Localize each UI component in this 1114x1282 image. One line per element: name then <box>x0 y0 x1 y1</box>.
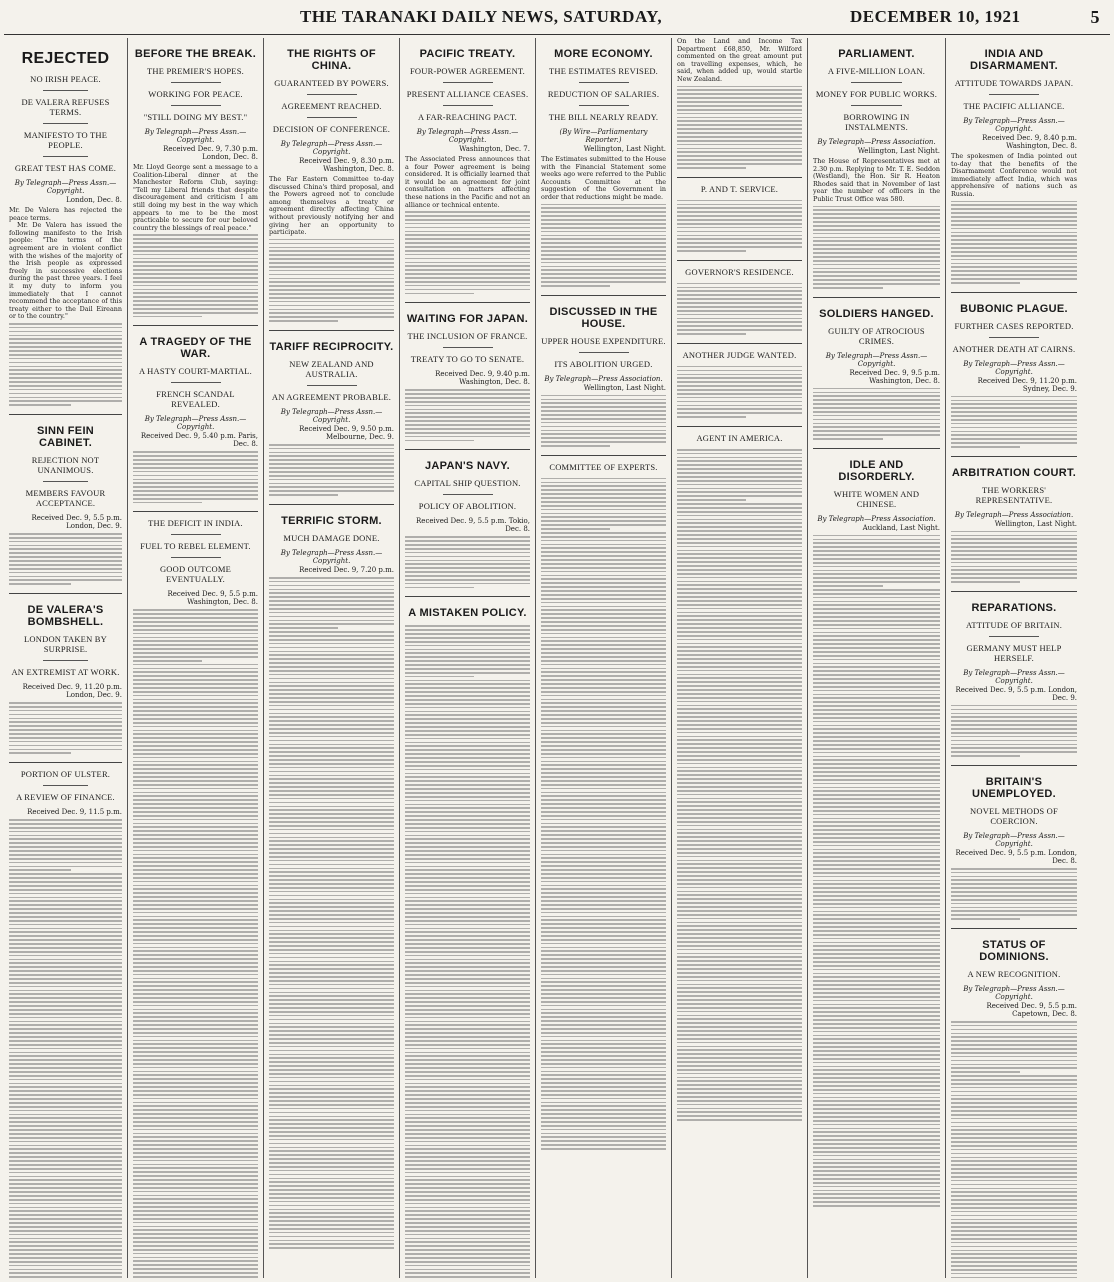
body-text-texture <box>677 503 802 1121</box>
article-subheading: NO IRISH PEACE. <box>30 74 101 84</box>
body-text-texture <box>405 625 530 677</box>
article-dateline: Received Dec. 9, 5.5 p.m. Capetown, Dec. 8. <box>986 1001 1077 1018</box>
subhead-rule <box>989 94 1039 95</box>
article-subheading: MONEY FOR PUBLIC WORKS. <box>815 89 938 99</box>
body-text-texture <box>951 531 1077 583</box>
article-byline: By Telegraph—Press Assn.—Copyright. <box>963 831 1065 848</box>
body-text-texture <box>951 1075 1077 1278</box>
subhead-rule <box>307 117 357 118</box>
article <box>405 449 530 588</box>
article <box>951 928 1077 1073</box>
article-subheading: NEW ZEALAND AND AUSTRALIA. <box>289 358 374 379</box>
article-divider <box>677 177 802 178</box>
article <box>133 325 258 503</box>
columns <box>4 38 1110 1278</box>
article-subheading: WHITE WOMEN AND CHINESE. <box>833 488 920 509</box>
body-text-texture <box>951 1021 1077 1073</box>
subhead-rule <box>443 105 493 106</box>
article-dateline: Received Dec. 9, 9.40 p.m. Washington, Dec. 8. <box>435 370 530 387</box>
column-3 <box>264 38 400 1278</box>
article-subheading: ATTITUDE OF BRITAIN. <box>965 619 1063 630</box>
article <box>951 48 1077 284</box>
body-text-texture <box>133 609 258 661</box>
column-4 <box>400 38 536 1278</box>
article-divider <box>9 762 122 763</box>
article-dateline: Received Dec. 9, 11.5 p.m. <box>27 808 122 817</box>
body-text-texture <box>133 451 258 503</box>
article-byline: By Telegraph—Press Association. <box>954 510 1074 519</box>
article-dateline: Received Dec. 9, 7.30 p.m. London, Dec. 8. <box>163 145 258 161</box>
article <box>541 295 666 447</box>
body-text-texture <box>813 206 940 289</box>
subhead-rule <box>171 382 221 383</box>
body-text-texture <box>133 664 258 1278</box>
masthead-rule <box>4 34 1110 35</box>
subhead-rule <box>579 82 629 83</box>
subhead-rule <box>443 494 493 495</box>
body-text-texture <box>677 283 802 335</box>
column-5 <box>536 38 672 1278</box>
article-headline: TERRIFIC STORM. <box>281 514 382 527</box>
article-paragraph: Mr. Lloyd George sent a message to a Coalition-Liberal dinner at the Manchester Reform Club, saying: "Tell my Liberal friends that despite discouragement and criticism I am still doing my best in the way which appears to me to be the most practicable to secure for our beloved country the blessings of real peace." <box>133 163 258 232</box>
article-dateline: Received Dec. 9, 5.5 p.m. London, Dec. 9. <box>955 685 1077 702</box>
article-subheading: AN EXTREMIST AT WORK. <box>11 667 120 678</box>
article-subheading: P. AND T. SERVICE. <box>700 183 779 194</box>
article-paragraph: The Far Eastern Committee to-day discussed China's third proposal, and the Powers agreed not to conclude among themselves a treaty or agreement directly affecting China without previously notifying her and giving her an opportunity to participate. <box>269 175 394 237</box>
article-subheading: FUEL TO REBEL ELEMENT. <box>140 541 251 552</box>
article-byline: By Telegraph—Press Assn.—Copyright. <box>963 984 1065 1001</box>
article-divider <box>677 260 802 261</box>
article-subheading: THE PACIFIC ALLIANCE. <box>963 101 1065 111</box>
masthead-title: THE TARANAKI DAILY NEWS, SATURDAY, <box>300 7 663 26</box>
article-subheading: THE PREMIER'S HOPES. <box>147 66 244 76</box>
article-subheading: AGENT IN AMERICA. <box>696 432 783 443</box>
article <box>405 48 530 294</box>
article-headline: DISCUSSED IN THE HOUSE. <box>549 305 658 330</box>
article-headline: MORE ECONOMY. <box>554 48 653 60</box>
masthead-date: DECEMBER 10, 1921 <box>850 7 1021 26</box>
subhead-rule <box>43 785 88 786</box>
article <box>269 48 394 322</box>
article-subheading: THE ESTIMATES REVISED. <box>549 66 658 76</box>
subhead-rule <box>307 94 357 95</box>
article <box>677 426 802 501</box>
article <box>951 765 1077 920</box>
article-subheading: GOOD OUTCOME EVENTUALLY. <box>159 564 232 585</box>
article-divider <box>951 292 1077 293</box>
article-byline: By Telegraph—Press Association. <box>544 374 663 383</box>
article-divider <box>951 591 1077 592</box>
column-1 <box>4 38 128 1278</box>
article-divider <box>541 455 666 456</box>
article-paragraph: The Estimates submitted to the House with the Financial Statement some weeks ago were referred to the Public Accounts Committee at the suggestion of the Government in order that reductions might be made. <box>541 155 666 201</box>
article-byline: By Telegraph—Press Assn.—Copyright. <box>963 359 1065 376</box>
article-dateline: Received Dec. 9, 9.50 p.m. Melbourne, Dec. 9. <box>299 424 394 441</box>
body-text-texture <box>541 395 666 447</box>
article-subheading: GERMANY MUST HELP HERSELF. <box>966 642 1062 663</box>
article <box>677 260 802 335</box>
article-headline: IDLE AND DISORDERLY. <box>838 458 915 483</box>
article-subheading: GUILTY OF ATROCIOUS CRIMES. <box>828 325 925 346</box>
body-text-texture <box>9 819 122 871</box>
article-headline: BUBONIC PLAGUE. <box>960 302 1068 315</box>
article-subheading: FURTHER CASES REPORTED. <box>954 320 1074 331</box>
article-byline: By Telegraph—Press Assn.—Copyright. <box>144 415 247 432</box>
subhead-rule <box>171 82 221 83</box>
article-subheading: ITS ABOLITION URGED. <box>554 358 653 369</box>
article-subheading: WORKING FOR PEACE. <box>148 89 243 99</box>
body-text-texture <box>9 702 122 754</box>
article-subheading: FRENCH SCANDAL REVEALED. <box>156 389 235 410</box>
article-subheading: DECISION OF CONFERENCE. <box>272 124 391 134</box>
article-dateline: Received Dec. 9, 11.20 p.m. London, Dec. 9. <box>22 683 122 700</box>
article-divider <box>951 928 1077 929</box>
article-subheading: DE VALERA REFUSES TERMS. <box>21 97 110 117</box>
article-headline: A TRAGEDY OF THE WAR. <box>139 336 252 361</box>
body-text-texture <box>9 873 122 1278</box>
article-headline: PACIFIC TREATY. <box>419 48 516 60</box>
article-divider <box>9 593 122 594</box>
article <box>541 455 666 530</box>
article-subheading: FOUR-POWER AGREEMENT. <box>409 66 525 76</box>
article <box>813 297 940 440</box>
article-paragraph: The spokesmen of India pointed out to-day that the benefits of the Disarmament Conference would not immediately affect India, which was apprehensive of nations such as Russia. <box>951 152 1077 198</box>
article-subheading: PORTION OF ULSTER. <box>20 769 111 780</box>
article-subheading: THE WORKERS' REPRESENTATIVE. <box>975 484 1053 505</box>
article-divider <box>9 414 122 415</box>
subhead-rule <box>989 636 1039 637</box>
body-text-texture <box>405 211 530 294</box>
article-headline: THE RIGHTS OF CHINA. <box>287 48 376 72</box>
article-divider <box>405 449 530 450</box>
body-text-texture <box>269 577 394 629</box>
article <box>677 38 802 169</box>
article <box>9 762 122 871</box>
article-paragraph: Mr. De Valera has issued the following manifesto to the Irish people: "The terms of the agreement are in violent conflict with the wishes of the majority of the Irish people as expressed freely in successive elections during the past three years. I feel it my duty to inform you immediately that I cannot recommend the acceptance of this treaty either to the Dail Eireann or to the country." <box>9 221 122 321</box>
article <box>133 511 258 661</box>
article-headline: REJECTED <box>21 50 110 67</box>
subhead-rule <box>171 534 221 535</box>
body-text-texture <box>677 200 802 252</box>
body-text-texture <box>951 705 1077 757</box>
article-dateline: Received Dec. 9, 8.40 p.m. Washington, Dec. 8. <box>982 134 1077 150</box>
body-text-texture <box>269 631 394 1249</box>
body-text-texture <box>9 323 122 406</box>
article-dateline: Auckland, Last Night. <box>862 523 940 532</box>
article-divider <box>951 456 1077 457</box>
article-subheading: ANOTHER JUDGE WANTED. <box>682 349 797 360</box>
article-subheading: AGREEMENT REACHED. <box>281 101 382 111</box>
article-divider <box>677 426 802 427</box>
article-byline: By Telegraph—Press Association. <box>817 514 936 523</box>
article-divider <box>813 297 940 298</box>
body-text-texture <box>951 201 1077 284</box>
article <box>813 448 940 587</box>
article <box>405 596 530 677</box>
masthead <box>0 0 1114 34</box>
article-headline: SINN FEIN CABINET. <box>36 424 95 449</box>
body-text-texture <box>9 533 122 585</box>
article <box>677 343 802 418</box>
article-headline: BRITAIN'S UNEMPLOYED. <box>972 775 1056 800</box>
subhead-rule <box>43 660 88 661</box>
article-subheading: UPPER HOUSE EXPENDITURE. <box>541 335 666 346</box>
body-text-texture <box>405 536 530 588</box>
article-subheading: POLICY OF ABOLITION. <box>418 501 517 512</box>
article-subheading: GREAT TEST HAS COME. <box>14 163 117 173</box>
article-dateline: Wellington, Last Night. <box>583 145 666 153</box>
article <box>269 330 394 496</box>
article-subheading: "STILL DOING MY BEST." <box>143 112 248 122</box>
article-dateline: London, Dec. 8. <box>66 196 122 204</box>
article <box>9 593 122 754</box>
article-headline: DE VALERA'S BOMBSHELL. <box>27 604 104 629</box>
article-paragraph: The Associated Press announces that a four Power agreement is being considered. It is officially learned that it would be an agreement for joint consultation on matters affecting these nations in the Pacific and not an alliance or technical entente. <box>405 155 530 209</box>
subhead-rule <box>989 337 1039 338</box>
article-headline: JAPAN'S NAVY. <box>425 460 510 473</box>
article-subheading: A FIVE-MILLION LOAN. <box>827 66 926 76</box>
subhead-rule <box>443 347 493 348</box>
article-subheading: A NEW RECOGNITION. <box>967 968 1061 979</box>
body-text-texture <box>269 444 394 496</box>
subhead-rule <box>43 90 88 91</box>
body-text-texture <box>405 680 530 1278</box>
article-paragraph: Mr. De Valera has rejected the peace terms. <box>9 206 122 222</box>
article-headline: BEFORE THE BREAK. <box>134 48 257 60</box>
subhead-rule <box>171 105 221 106</box>
article-headline: PARLIAMENT. <box>838 48 915 60</box>
article <box>951 292 1077 448</box>
article-subheading: MEMBERS FAVOUR ACCEPTANCE. <box>25 487 106 508</box>
article-divider <box>405 302 530 303</box>
article <box>951 591 1077 757</box>
article-divider <box>133 511 258 512</box>
subhead-rule <box>579 352 629 353</box>
subhead-rule <box>43 123 88 124</box>
article-dateline: Received Dec. 9, 11.20 p.m. Sydney, Dec. 9. <box>977 376 1077 393</box>
article-subheading: A FAR-REACHING PACT. <box>417 112 517 122</box>
article-subheading: ANOTHER DEATH AT CAIRNS. <box>952 343 1076 354</box>
article-subheading: TREATY TO GO TO SENATE. <box>410 354 525 365</box>
body-text-texture <box>677 366 802 418</box>
body-text-texture <box>541 532 666 1150</box>
article-subheading: PRESENT ALLIANCE CEASES. <box>406 89 529 99</box>
article-byline: By Telegraph—Press Assn.—Copyright. <box>963 668 1065 685</box>
article-dateline: Received Dec. 9, 5.5 p.m. Tokio, Dec. 8. <box>416 517 530 534</box>
article-divider <box>813 448 940 449</box>
article-dateline: Received Dec. 9, 5.5 p.m. London, Dec. 8. <box>955 848 1077 865</box>
article-subheading: THE DEFICIT IN INDIA. <box>148 518 243 529</box>
article-dateline: Received Dec. 9, 7.20 p.m. <box>299 565 394 574</box>
article-dateline: Received Dec. 9, 5.40 p.m. Paris, Dec. 8. <box>140 432 258 449</box>
article <box>9 414 122 585</box>
body-text-texture <box>677 86 802 169</box>
article-subheading: GUARANTEED BY POWERS. <box>274 78 389 88</box>
article-byline: By Telegraph—Press Association. <box>817 138 936 146</box>
subhead-rule <box>43 156 88 157</box>
article-dateline: Wellington, Last Night. <box>583 383 666 392</box>
article-divider <box>269 504 394 505</box>
column-8 <box>946 38 1082 1278</box>
body-text-texture <box>677 449 802 501</box>
article-subheading: CAPITAL SHIP QUESTION. <box>414 478 521 489</box>
article-byline: By Telegraph—Press Assn.—Copyright. <box>280 548 383 565</box>
article-byline: By Telegraph—Press Assn.—Copyright. <box>416 128 519 144</box>
article <box>813 48 940 289</box>
article-paragraph: The House of Representatives met at 2.30 p.m. Replying to Mr. T. E. Seddon (Westland), the Hon. Sir R. Heaton Rhodes said that in November of last year the number of officers in the Public Trust Office was 580. <box>813 157 940 203</box>
article-headline: WAITING FOR JAPAN. <box>406 313 529 326</box>
subhead-rule <box>443 82 493 83</box>
article-subheading: REDUCTION OF SALARIES. <box>547 89 660 99</box>
article-subheading: A REVIEW OF FINANCE. <box>16 792 115 803</box>
body-text-texture <box>813 589 940 1207</box>
article-subheading: AN AGREEMENT PROBABLE. <box>271 391 392 402</box>
article-subheading: THE BILL NEARLY READY. <box>548 112 659 122</box>
article-divider <box>405 596 530 597</box>
article-subheading: LONDON TAKEN BY SURPRISE. <box>24 634 107 655</box>
article-byline: By Telegraph—Press Assn.—Copyright. <box>280 140 383 156</box>
article-dateline: Wellington, Last Night. <box>857 147 940 155</box>
article-headline: A MISTAKEN POLICY. <box>408 607 527 620</box>
article <box>269 504 394 629</box>
article-paragraph: On the Land and Income Tax Department £68,850, Mr. Wilford commented on the great amount put on travelling expenses, which, he said, when added up, would startle New Zealand. <box>677 38 802 83</box>
article-headline: INDIA AND DISARMAMENT. <box>970 48 1058 72</box>
article-subheading: NOVEL METHODS OF COERCION. <box>970 805 1058 826</box>
article-headline: ARBITRATION COURT. <box>951 466 1077 479</box>
article-byline: By Telegraph—Press Assn.—Copyright. <box>144 128 247 144</box>
article-subheading: ATTITUDE TOWARDS JAPAN. <box>954 78 1074 88</box>
article-dateline: Washington, Dec. 7. <box>459 145 530 153</box>
article-divider <box>133 325 258 326</box>
column-6 <box>672 38 808 1278</box>
body-text-texture <box>541 478 666 530</box>
article-dateline: Received Dec. 9, 8.30 p.m. Washington, Dec. 8. <box>299 157 394 173</box>
article-byline: By Telegraph—Press Assn.—Copyright. <box>14 179 117 195</box>
body-text-texture <box>951 396 1077 448</box>
article-divider <box>677 343 802 344</box>
column-7 <box>808 38 946 1278</box>
article-byline: (By Wire—Parliamentary Reporter.) <box>559 128 648 144</box>
article-dateline: Received Dec. 9, 5.5 p.m. London, Dec. 9. <box>31 513 122 530</box>
subhead-rule <box>851 82 902 83</box>
article <box>9 50 122 406</box>
article-byline: By Telegraph—Press Assn.—Copyright. <box>825 351 928 368</box>
article-subheading: MUCH DAMAGE DONE. <box>283 532 380 543</box>
article-headline: SOLDIERS HANGED. <box>819 307 934 320</box>
article-dateline: Received Dec. 9, 9.5 p.m. Washington, Dec. 8. <box>849 368 940 385</box>
subhead-rule <box>43 481 88 482</box>
article <box>133 48 258 317</box>
article <box>951 456 1077 583</box>
article-subheading: MANIFESTO TO THE PEOPLE. <box>23 130 108 150</box>
page-number: 5 <box>1090 6 1100 27</box>
body-text-texture <box>951 868 1077 920</box>
body-text-texture <box>541 204 666 287</box>
article-subheading: COMMITTEE OF EXPERTS. <box>549 461 658 472</box>
article-byline: By Telegraph—Press Assn.—Copyright. <box>963 117 1065 133</box>
article-headline: STATUS OF DOMINIONS. <box>979 938 1049 963</box>
article-divider <box>269 330 394 331</box>
column-2 <box>128 38 264 1278</box>
article-subheading: A HASTY COURT-MARTIAL. <box>138 366 253 377</box>
article-divider <box>541 295 666 296</box>
article-subheading: GOVERNOR'S RESIDENCE. <box>685 266 794 277</box>
body-text-texture <box>269 239 394 322</box>
subhead-rule <box>171 557 221 558</box>
body-text-texture <box>133 234 258 317</box>
article-byline: By Telegraph—Press Assn.—Copyright. <box>280 407 383 424</box>
article-headline: TARIFF RECIPROCITY. <box>269 340 394 353</box>
article-headline: REPARATIONS. <box>971 601 1057 614</box>
article-dateline: Received Dec. 9, 5.5 p.m. Washington, Dec. 8. <box>167 590 258 607</box>
body-text-texture <box>813 535 940 587</box>
article <box>677 177 802 252</box>
article-subheading: REJECTION NOT UNANIMOUS. <box>31 454 100 475</box>
subhead-rule <box>579 105 629 106</box>
body-text-texture <box>813 388 940 440</box>
article-subheading: BORROWING IN INSTALMENTS. <box>843 112 910 132</box>
body-text-texture <box>405 389 530 441</box>
article-subheading: THE INCLUSION OF FRANCE. <box>407 331 528 342</box>
article-dateline: Wellington, Last Night. <box>994 519 1077 528</box>
article-divider <box>951 765 1077 766</box>
article <box>541 48 666 287</box>
article <box>405 302 530 441</box>
subhead-rule <box>851 105 902 106</box>
subhead-rule <box>307 385 357 386</box>
